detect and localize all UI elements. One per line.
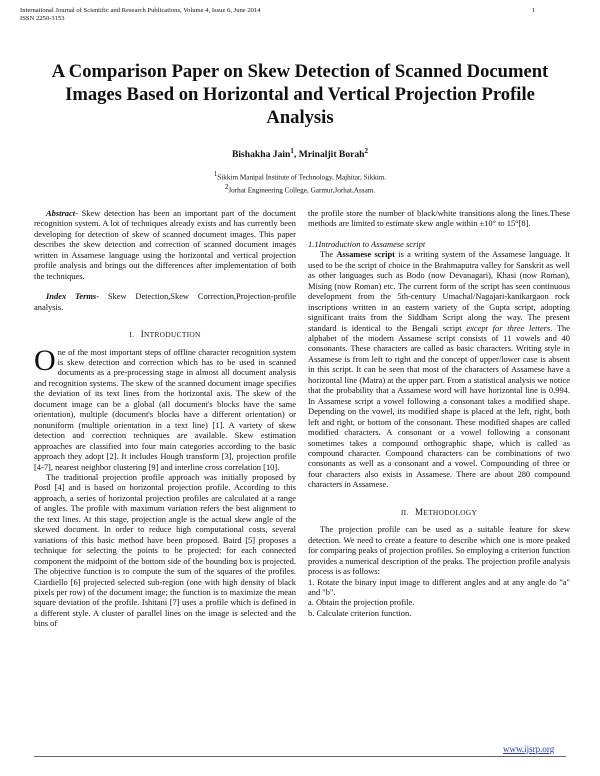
right-column xyxy=(308,208,570,618)
methodology-heading xyxy=(308,507,570,518)
intro-heading-first: I xyxy=(140,329,144,340)
methodology-paragraph: The projection profile can be used as a suitable feature for skew detection. We need to create a feature to describe which one is more peaked for comparing peaks of projection profiles. So employing a criterion function provides a numerical description of the peaks. The projection profile analysis process is as follows: xyxy=(308,524,570,577)
affiliation-2 xyxy=(0,183,600,196)
author-line xyxy=(0,147,600,160)
abstract-label: Abstract xyxy=(46,208,76,218)
assamese-script-term: Assamese script xyxy=(336,249,395,260)
page-number: 1 xyxy=(531,7,535,14)
intro-paragraph-2: The traditional projection profile approach was initially proposed by Postl [4] and is based on horizontal projection profile. According to this approach, a series of horizontal projection profiles are calculated at a range of angles. The profile with maximum variation refers the best alignment to the text lines. At this stage, projection angle is the actual skew angle of the skewed document. In order to reduce high computational costs, several variations of this basic method have been proposed. Baird [5] proposes a technique for selecting the points to be projected: for each connected component the midpoint of the bottom side of the bounding box is projected. The objective function is to compute the sum of the squares of the profiles. Ciardiello [6] projected selected sub-region (one with high density of black pixels per row) of the document image; the function is to maximize the mean square deviation of the profile. Ishitani [7] uses a profile which is defined in a different style. A cluster of parallel lines on the image is selected and the bins of xyxy=(34,471,296,629)
drop-cap: O xyxy=(34,343,56,377)
index-terms xyxy=(34,291,296,312)
author-1: Bishakha Jain xyxy=(231,149,291,161)
index-terms-label: Index Terms xyxy=(46,291,97,302)
running-header xyxy=(20,7,580,23)
abstract-text: - Skew detection has been an important part of the document recognition system. A lot of techniques already exists and has currently been developing for detection of skew of scanned document images. This paper describes the skew detection and correction of scanned document images written in Assamese language using the horizontal and vertical projection profile analysis and brings out the differences after implementation of both the techniques. xyxy=(34,208,296,281)
intro-heading xyxy=(34,329,296,340)
footer-rule xyxy=(34,756,566,757)
left-column xyxy=(34,208,296,629)
intro-paragraph-1 xyxy=(34,343,296,472)
affiliation-2-sup: 2 xyxy=(224,182,229,191)
affiliation-1 xyxy=(0,170,600,183)
method-step-b: b. Calculate criterion function. xyxy=(308,607,412,618)
author-separator: , xyxy=(293,149,299,161)
affiliations xyxy=(0,170,600,196)
methodology-heading-first: M xyxy=(414,506,424,517)
intro-paragraph-1-text: ne of the most important steps of offline character recognition system is skew detection and correction which has to be used in scanned documents as a pre-processing stage in almost all document analysis and recognition systems. The skew of the scanned document image specifies the deviation of its text lines from the horizontal axis. The skew of the document image can be a global (all document's blocks have the same orientation), multiple (document's blocks have a different orientation) or nonuniform (multiple orientation in a text line) [1]. A variety of skew detection and correction techniques are available. Skew estimation approaches are classified into four main categories according to the basic approach they adopt [2]. It includes Hough transform [3], projection profile [4-7], nearest neighbor clustering [9] and interline cross correlation [10]. xyxy=(34,346,296,472)
index-terms-text: - Skew Detection,Skew Correction,Projection-profile analysis. xyxy=(34,291,296,312)
author-1-sup: 1 xyxy=(290,147,294,155)
abstract xyxy=(34,208,296,281)
assamese-text-b: . The alphabet of the modern Assamese script consists of 11 vowels and 40 consonants. These characters are called as basic characters. Writing style in Assamese is from left to right and the concept of upper/lower case is absent in this script. It can be seen that most of the characters of Assamese have a horizontal line (Matra) at the upper part. From a statistical analysis we notice that the probability that a Assamese word will have horizontal line is 0.994. In Assamese script a vowel following a consonant takes a modified shape. Depending on the vowel, its modified shape is placed at the left, right, both left and right, or bottom of the consonant. These modified shapes are called modified characters. A consonant or a vowel following a consonant sometimes takes a compound orthographic shape, which is called as compound character. Compound characters can be combinations of two consonants as well as a consonant and a vowel. Compounding of three or four characters also exists in Assamese. There are about 280 compound characters in Assamese. xyxy=(308,322,570,490)
method-step-a: a. Obtain the projection profile. xyxy=(308,597,415,608)
methodology-heading-num: II. xyxy=(400,507,409,517)
affiliation-1-sup: 1 xyxy=(213,170,218,178)
assamese-italic: except for three letters xyxy=(466,322,551,333)
issn: ISSN 2250-3153 xyxy=(20,15,65,22)
affiliation-2-text: Jorhat Engineering College, Garmur,Jorhat,Assam. xyxy=(228,186,376,195)
assamese-lead: The xyxy=(320,249,337,260)
intro-heading-num: I. xyxy=(129,330,135,340)
journal-name: International Journal of Scientific and Research Publications, Volume 4, Issue 6, June 2014 xyxy=(20,7,261,14)
method-step-1: 1. Rotate the binary input image to different angles and at any angle do "a" and "b". xyxy=(308,576,570,597)
affiliation-1-text: Sikkim Manipal Institute of Technology, Majhitar, Sikkim. xyxy=(217,173,387,182)
assamese-paragraph xyxy=(308,249,570,489)
intro-heading-rest: NTRODUCTION xyxy=(144,330,201,340)
subsection-heading: 1.1Introduction to Assamese script xyxy=(308,238,426,249)
right-continuation: the profile store the number of black/white transitions along the lines.These methods are limited to estimate skew angle within ±10° to 15°[8]. xyxy=(308,208,570,229)
footer-url-link[interactable]: www.ijsrp.org xyxy=(503,744,555,754)
author-2: Mrinaljit Borah xyxy=(298,149,365,161)
author-2-sup: 2 xyxy=(364,147,369,155)
paper-title: A Comparison Paper on Skew Detection of Scanned Document Images Based on Horizontal and Vertical Projection Profile Analysis xyxy=(51,61,549,128)
methodology-heading-rest: ETHODOLOGY xyxy=(423,507,478,517)
assamese-text-a: is a writing system of the Assamese language. It used to be the script of choice in the Brahmaputra valley for Sanskrit as well as other languages such as Bodo (now Devanagari), Khasi (now Roman), Mising (now Roman) etc. The current form of the script has seen continuous development from the 5th-century Umachal/Nagajari-kanikargaon rock inscriptions written in an eastern variety of the Gupta script, adopting significant traits from the Siddham Script along the way. The present standard is identical to the Bengali script xyxy=(308,249,570,333)
